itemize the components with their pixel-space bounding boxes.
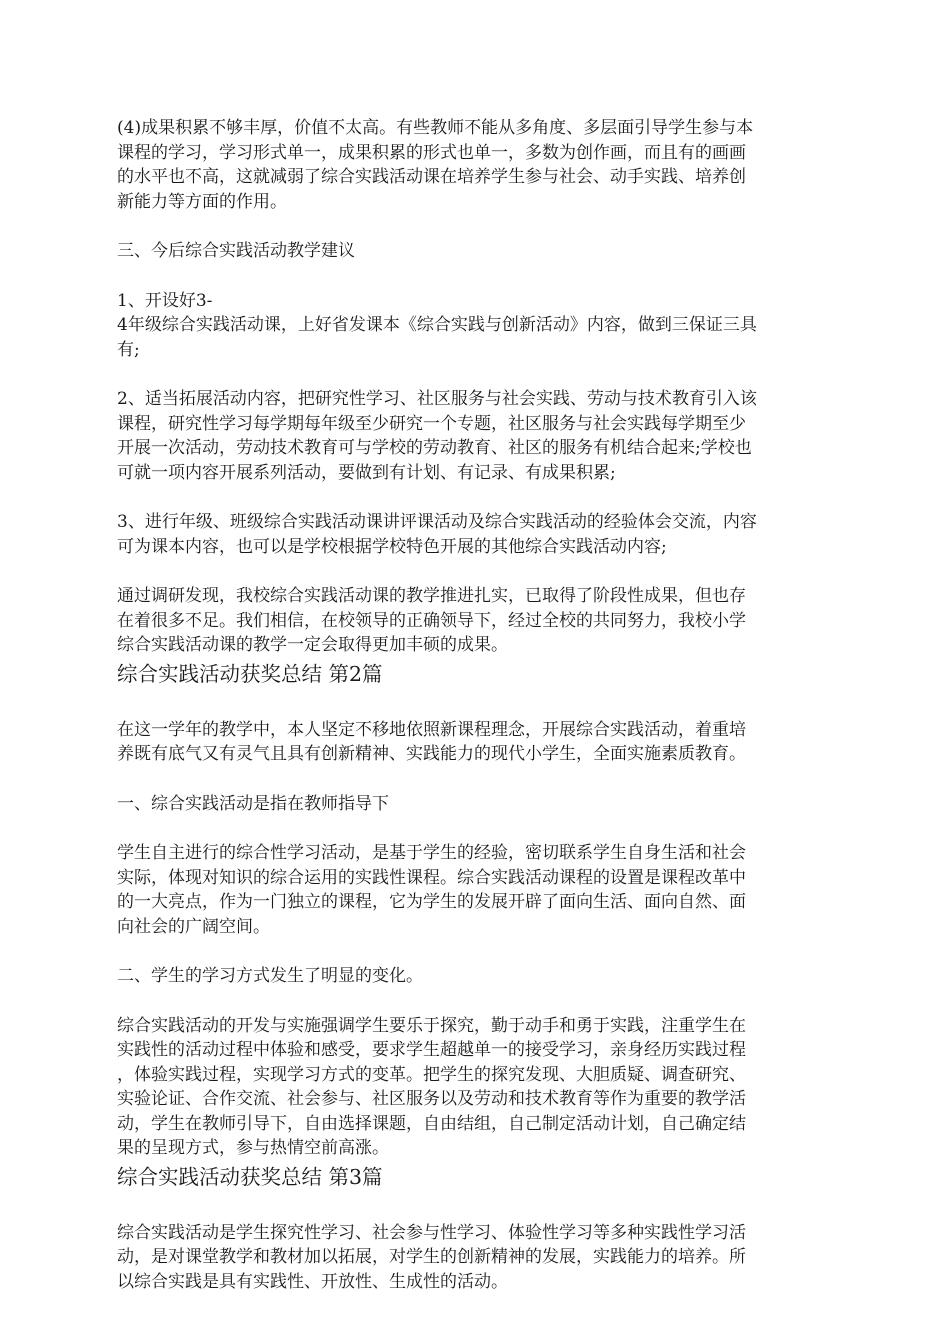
suggestion-item-1 xyxy=(117,289,835,363)
article-3-intro xyxy=(117,1221,835,1295)
text-line: 综合实践活动的开发与实施强调学生要乐于探究，勤于动手和勇于实践，注重学生在 xyxy=(117,1015,746,1036)
text-line: 开展一次活动，劳动技术教育可与学校的劳动教育、社区的服务有机结合起来;学校也 xyxy=(117,438,752,458)
text-line: 在着很多不足。我们相信，在校领导的正确领导下，经过全校的共同努力，我校小学 xyxy=(117,610,746,631)
suggestion-item-3 xyxy=(117,510,835,559)
article-2-intro xyxy=(117,718,835,767)
text-line: 一、综合实践活动是指在教师指导下 xyxy=(117,793,389,814)
text-line: 实际，体现对知识的综合运用的实践性课程。综合实践活动课程的设置是课程改革中 xyxy=(117,867,746,888)
text-line: 可就一项内容开展系列活动，要做到有计划、有记录、有成果积累; xyxy=(117,462,616,483)
document-page xyxy=(117,116,835,1294)
text-line: 1、开设好3- xyxy=(117,290,213,311)
text-line: 4年级综合实践活动课，上好省发课本《综合实践与创新活动》内容，做到三保证三具 xyxy=(117,315,757,335)
text-line: 课程，研究性学习每学期每年级至少研究一个专题，社区服务与社会实践每学期至少 xyxy=(117,413,746,434)
article-2-point-2-body xyxy=(117,1014,835,1161)
text-line: ，体验实践过程，实现学习方式的变革。把学生的探究发现、大胆质疑、调查研究、 xyxy=(117,1064,746,1085)
text-line: 新能力等方面的作用。 xyxy=(117,191,287,212)
article-2-heading: 综合实践活动获奖总结 第2篇 xyxy=(117,661,383,686)
text-line: 实验论证、合作交流、社会参与、社区服务以及劳动和技术教育等作为重要的教学活 xyxy=(117,1089,746,1109)
text-line: 二、学生的学习方式发生了明显的变化。 xyxy=(117,966,423,986)
text-line: 有; xyxy=(117,339,140,360)
article-2-point-1-body xyxy=(117,841,835,939)
text-line: 养既有底气又有灵气且具有创新精神、实践能力的现代小学生，全面实施素质教育。 xyxy=(117,744,746,764)
article-2-point-1-title xyxy=(117,792,835,817)
text-line: 以综合实践是具有实践性、开放性、生成性的活动。 xyxy=(117,1271,508,1292)
text-line: 动，学生在教师引导下，自由选择课题，自由结组，自己制定活动计划，自己确定结 xyxy=(117,1113,746,1134)
text-line: 向社会的广阔空间。 xyxy=(117,916,270,937)
text-line: 三、今后综合实践活动教学建议 xyxy=(117,241,355,261)
text-line: 可为课本内容，也可以是学校根据学校特色开展的其他综合实践活动内容; xyxy=(117,536,667,557)
conclusion-paragraph xyxy=(117,584,835,658)
article-2-point-2-title xyxy=(117,964,835,989)
text-line: 2、适当拓展活动内容，把研究性学习、社区服务与社会实践、劳动与技术教育引入该 xyxy=(117,389,757,409)
text-line: 综合实践活动是学生探究性学习、社会参与性学习、体验性学习等多种实践性学习活 xyxy=(117,1222,746,1243)
text-line: 课程的学习，学习形式单一，成果积累的形式也单一，多数为创作画，而且有的画画 xyxy=(117,142,746,163)
text-line: 实践性的活动过程中体验和感受，要求学生超越单一的接受学习，亲身经历实践过程 xyxy=(117,1040,746,1060)
suggestion-item-2 xyxy=(117,387,835,485)
text-line: 通过调研发现，我校综合实践活动课的教学推进扎实，已取得了阶段性成果，但也存 xyxy=(117,586,746,606)
text-line: 的水平也不高，这就减弱了综合实践活动课在培养学生参与社会、动手实践、培养创 xyxy=(117,167,746,187)
text-line: 果的呈现方式，参与热情空前高涨。 xyxy=(117,1138,389,1158)
text-line: 3、进行年级、班级综合实践活动课讲评课活动及综合实践活动的经验体会交流，内容 xyxy=(117,512,757,532)
text-line: (4)成果积累不够丰厚，价值不太高。有些教师不能从多角度、多层面引导学生参与本 xyxy=(117,118,754,138)
paragraph-achievement-issue xyxy=(117,116,835,214)
text-line: 在这一学年的教学中，本人坚定不移地依照新课程理念，开展综合实践活动，着重培 xyxy=(117,719,746,740)
article-3-heading: 综合实践活动获奖总结 第3篇 xyxy=(117,1164,383,1189)
text-line: 学生自主进行的综合性学习活动，是基于学生的经验，密切联系学生自身生活和社会 xyxy=(117,843,746,863)
text-line: 的一大亮点，作为一门独立的课程，它为学生的发展开辟了面向生活、面向自然、面 xyxy=(117,892,746,912)
text-line: 综合实践活动课的教学一定会取得更加丰硕的成果。 xyxy=(117,635,508,655)
text-line: 动，是对课堂教学和教材加以拓展，对学生的创新精神的发展，实践能力的培养。所 xyxy=(117,1247,746,1267)
section-title-suggestions xyxy=(117,239,835,264)
